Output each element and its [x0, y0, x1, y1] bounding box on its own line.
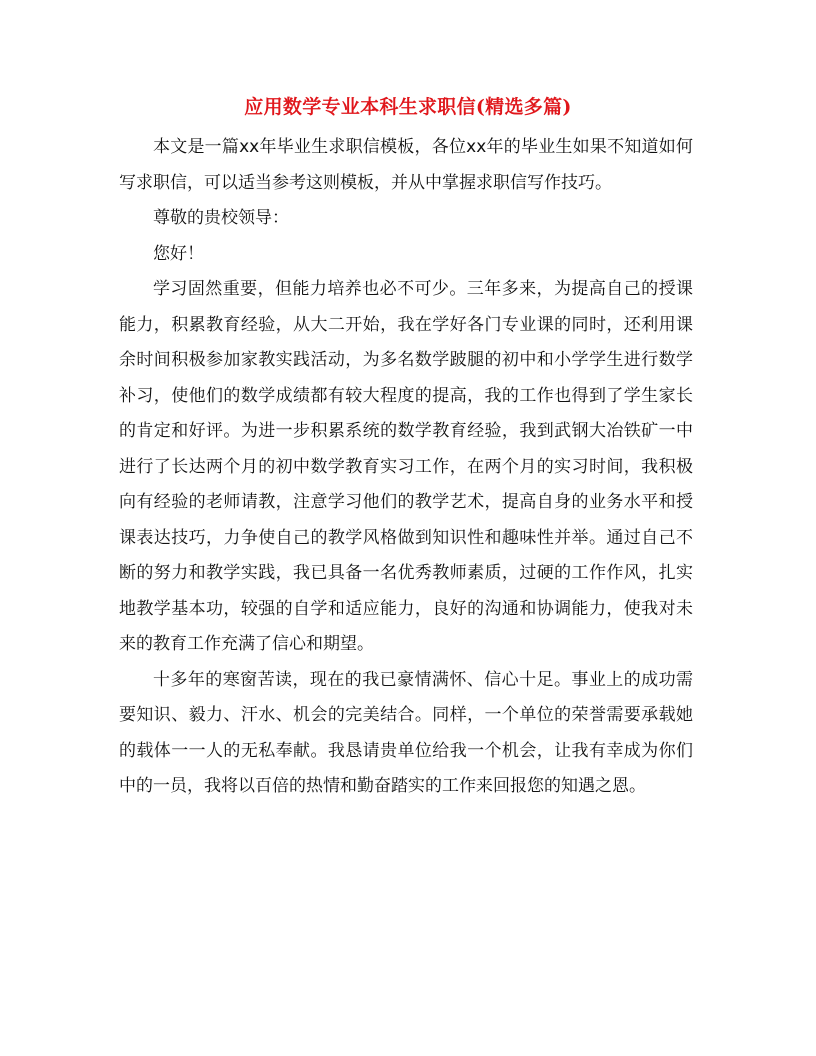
greeting: 您好！ [153, 243, 204, 264]
experience-paragraph: 学习固然重要，但能力培养也必不可少。三年多来，为提高自己的授课能力，积累教育经验，从大二开始，我在学好各门专业课的同时，还利用课余时间积极参加家教实践活动，为多名数学跛腿的初中和小学学生进行数学补习，使他们的数学成绩都有较大程度的提高，我的工作也得到了学生家长的肯定和好评。为进一步积累系统的数学教育经验，我到武钢大冶铁矿一中进行了长达两个月的初中数学教育实习工作，在两个月的实习时间，我积极向有经验的老师请教，注意学习他们的教学艺术，提高自身的业务水平和授课表达技巧，力争使自己的教学风格做到知识性和趣味性并举。通过自己不断的努力和教学实践，我已具备一名优秀教师素质，过硬的工作作风，扎实地教学基本功，较强的自学和适应能力，良好的沟通和协调能力，使我对未来的教育工作充满了信心和期望。 [119, 279, 693, 654]
closing-paragraph: 十多年的寒窗苦读，现在的我已豪情满怀、信心十足。事业上的成功需要知识、毅力、汗水、机会的完美结合。同样，一个单位的荣誉需要承载她的载体一一人的无私奉献。我恳请贵单位给我一个机会，让我有幸成为你们中的一员，我将以百倍的热情和勤奋踏实的工作来回报您的知遇之恩。 [119, 669, 693, 796]
document-body [119, 130, 693, 805]
salutation: 尊敬的贵校领导： [153, 208, 289, 228]
intro-paragraph: 本文是一篇xx年毕业生求职信模板，各位xx年的毕业生如果不知道如何写求职信，可以适当参考这则模板，并从中掌握求职信写作技巧。 [119, 137, 693, 193]
document-title: 应用数学专业本科生求职信(精选多篇) [244, 96, 572, 118]
